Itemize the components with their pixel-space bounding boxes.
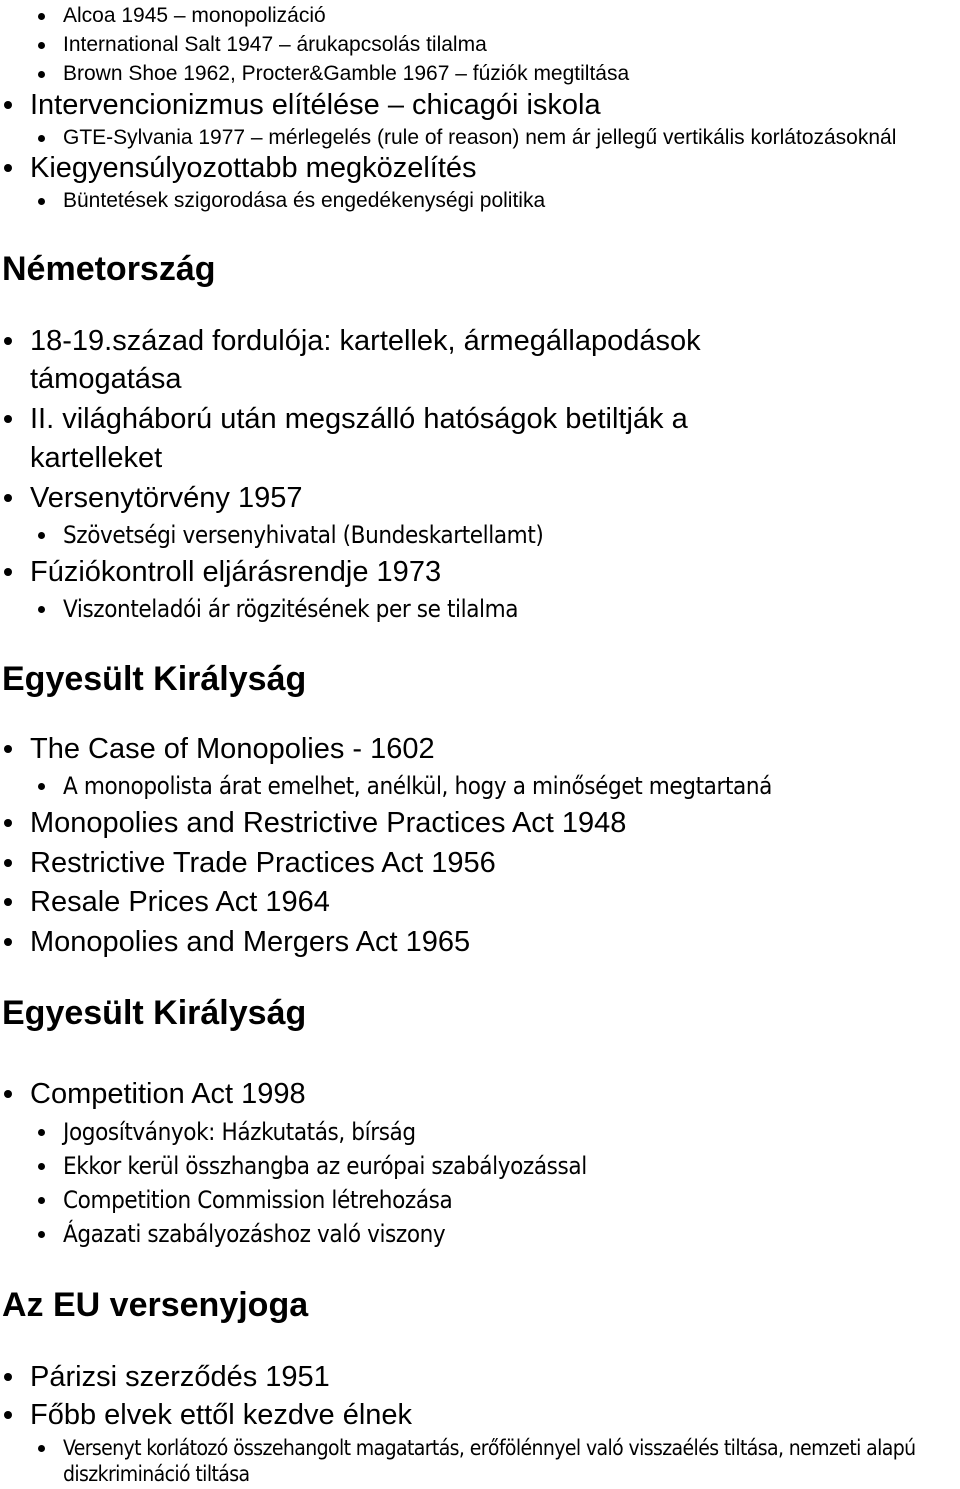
- list-item: Intervencionizmus elítélése – chicagói iskola: [30, 86, 960, 124]
- list-item: GTE-Sylvania 1977 – mérlegelés (rule of reason) nem ár jellegű vertikális korlátozásoknál: [63, 123, 960, 153]
- list-item: Alcoa 1945 – monopolizáció: [63, 1, 960, 31]
- section-heading: Egyesült Királyság: [2, 994, 307, 1032]
- list-item: Fúziókontroll eljárásrendje 1973: [30, 553, 960, 591]
- list-item: Főbb elvek ettől kezdve élnek: [30, 1396, 960, 1434]
- list-item: Versenytörvény 1957: [30, 479, 960, 517]
- list-item: Monopolies and Restrictive Practices Act 1948: [30, 804, 960, 842]
- list-item: Resale Prices Act 1964: [30, 883, 960, 921]
- list-item: Jogosítványok: Házkutatás, bírság: [63, 1117, 960, 1147]
- list-item-continuation: támogatása: [30, 363, 182, 395]
- list-item-continuation: kartelleket: [30, 442, 163, 474]
- list-item: Párizsi szerződés 1951: [30, 1358, 960, 1396]
- list-item: Restrictive Trade Practices Act 1956: [30, 844, 960, 882]
- section-heading: Az EU versenyjoga: [2, 1286, 309, 1324]
- list-item: International Salt 1947 – árukapcsolás tilalma: [63, 30, 960, 60]
- list-item: II. világháború után megszálló hatóságok betiltják a: [30, 400, 960, 438]
- list-item: Viszonteladói ár rögzitésének per se tilalma: [63, 594, 960, 624]
- list-item: Kiegyensúlyozottabb megközelítés: [30, 149, 960, 187]
- list-item: Szövetségi versenyhivatal (Bundeskartellamt): [63, 520, 960, 550]
- list-item: Competition Commission létrehozása: [63, 1185, 960, 1215]
- list-item: Monopolies and Mergers Act 1965: [30, 923, 960, 961]
- list-item: The Case of Monopolies - 1602: [30, 730, 960, 768]
- list-item: 18-19.század fordulója: kartellek, ármegállapodások: [30, 322, 960, 360]
- list-item: Brown Shoe 1962, Procter&Gamble 1967 – fúziók megtiltása: [63, 59, 960, 89]
- list-item: Büntetések szigorodása és engedékenységi politika: [63, 186, 960, 216]
- list-item: Ekkor kerül összhangba az európai szabályozással: [63, 1151, 960, 1181]
- list-item: Ágazati szabályozáshoz való viszony: [63, 1219, 960, 1249]
- list-item: Versenyt korlátozó összehangolt magatartás, erőfölénnyel való visszaélés tiltása, nemzeti alapú: [63, 1433, 960, 1463]
- list-item: A monopolista árat emelhet, anélkül, hogy a minőséget megtartaná: [63, 771, 960, 801]
- list-item-continuation: diszkrimináció tiltása: [63, 1462, 250, 1486]
- list-item: Competition Act 1998: [30, 1075, 960, 1113]
- section-heading: Németország: [2, 250, 216, 288]
- section-heading: Egyesült Királyság: [2, 660, 307, 698]
